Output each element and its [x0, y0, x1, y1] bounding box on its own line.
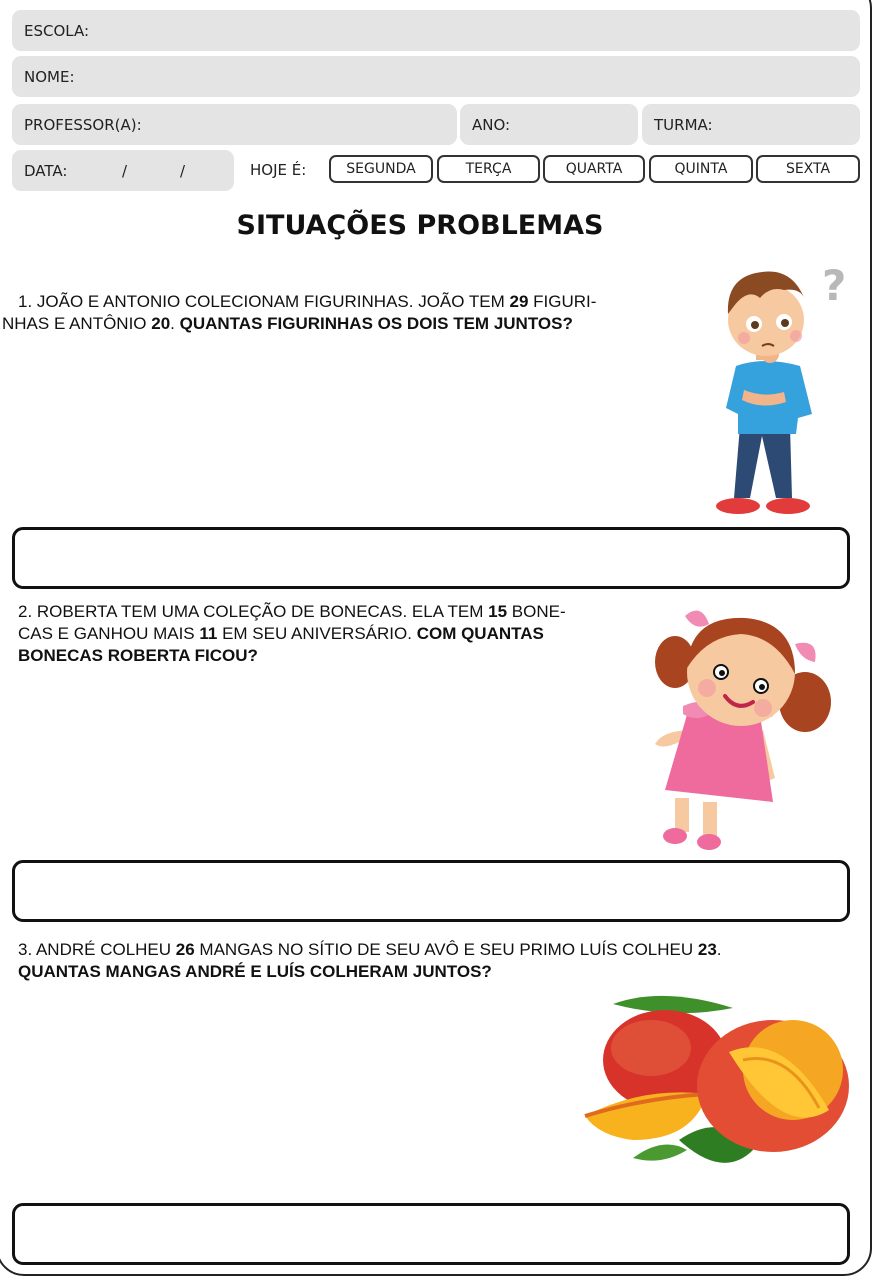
turma-label: TURMA: [654, 115, 713, 134]
data-label: DATA: [24, 161, 68, 180]
question-number: 23 [697, 940, 717, 959]
question-text: . [170, 314, 180, 333]
nome-label: NOME: [24, 67, 75, 86]
page-title: SITUAÇÕES PROBLEMAS [236, 210, 604, 241]
question-number: 29 [509, 292, 529, 311]
answer-box-3[interactable] [12, 1203, 850, 1265]
question-text: CAS E GANHOU MAIS [18, 624, 200, 643]
thinking-boy-icon [700, 258, 850, 518]
day-quinta-button[interactable]: QUINTA [649, 155, 753, 183]
professor-label: PROFESSOR(A): [24, 115, 142, 134]
data-field[interactable] [12, 150, 234, 191]
question-number: 15 [488, 602, 508, 621]
answer-box-2[interactable] [12, 860, 850, 922]
svg-text:?: ? [822, 261, 847, 310]
question-prompt: COM QUANTAS [416, 624, 544, 643]
date-slash: / [180, 161, 186, 180]
escola-field[interactable] [12, 10, 860, 51]
ano-label: ANO: [472, 115, 511, 134]
question-prompt: BONECAS ROBERTA FICOU? [18, 646, 258, 665]
question-2 [18, 601, 566, 667]
question-3 [18, 939, 722, 983]
question-text: MANGAS NO SÍTIO DE SEU AVÔ E SEU PRIMO LUÍS COLHEU [194, 940, 698, 959]
question-number: 26 [175, 940, 195, 959]
question-text: . [716, 940, 722, 959]
day-sexta-button[interactable]: SEXTA [756, 155, 860, 183]
question-text: 3. ANDRÉ COLHEU [18, 940, 176, 959]
nome-field[interactable] [12, 56, 860, 97]
day-quarta-button[interactable]: QUARTA [543, 155, 645, 183]
professor-field[interactable] [12, 104, 457, 145]
question-text: BONE- [507, 602, 566, 621]
day-terca-button[interactable]: TERÇA [437, 155, 540, 183]
day-segunda-button[interactable]: SEGUNDA [329, 155, 433, 183]
date-slash: / [122, 161, 128, 180]
question-1 [2, 291, 597, 335]
mangoes-icon [583, 990, 853, 1180]
question-prompt: QUANTAS MANGAS ANDRÉ E LUÍS COLHERAM JUNTOS? [18, 962, 492, 981]
question-text: 2. ROBERTA TEM UMA COLEÇÃO DE BONECAS. ELA TEM [18, 602, 489, 621]
doll-icon [645, 602, 845, 858]
question-prompt: QUANTAS FIGURINHAS OS DOIS TEM JUNTOS? [179, 314, 573, 333]
question-text: EM SEU ANIVERSÁRIO. [217, 624, 417, 643]
question-text: FIGURI- [528, 292, 597, 311]
answer-box-1[interactable] [12, 527, 850, 589]
hoje-label: HOJE É: [250, 161, 307, 179]
ano-field[interactable] [460, 104, 638, 145]
question-number: 20 [151, 314, 171, 333]
escola-label: ESCOLA: [24, 21, 90, 40]
question-text: NHAS E ANTÔNIO [2, 314, 152, 333]
turma-field[interactable] [642, 104, 860, 145]
question-text: 1. JOÃO E ANTONIO COLECIONAM FIGURINHAS. JOÃO TEM [18, 292, 510, 311]
question-number: 11 [199, 624, 218, 643]
